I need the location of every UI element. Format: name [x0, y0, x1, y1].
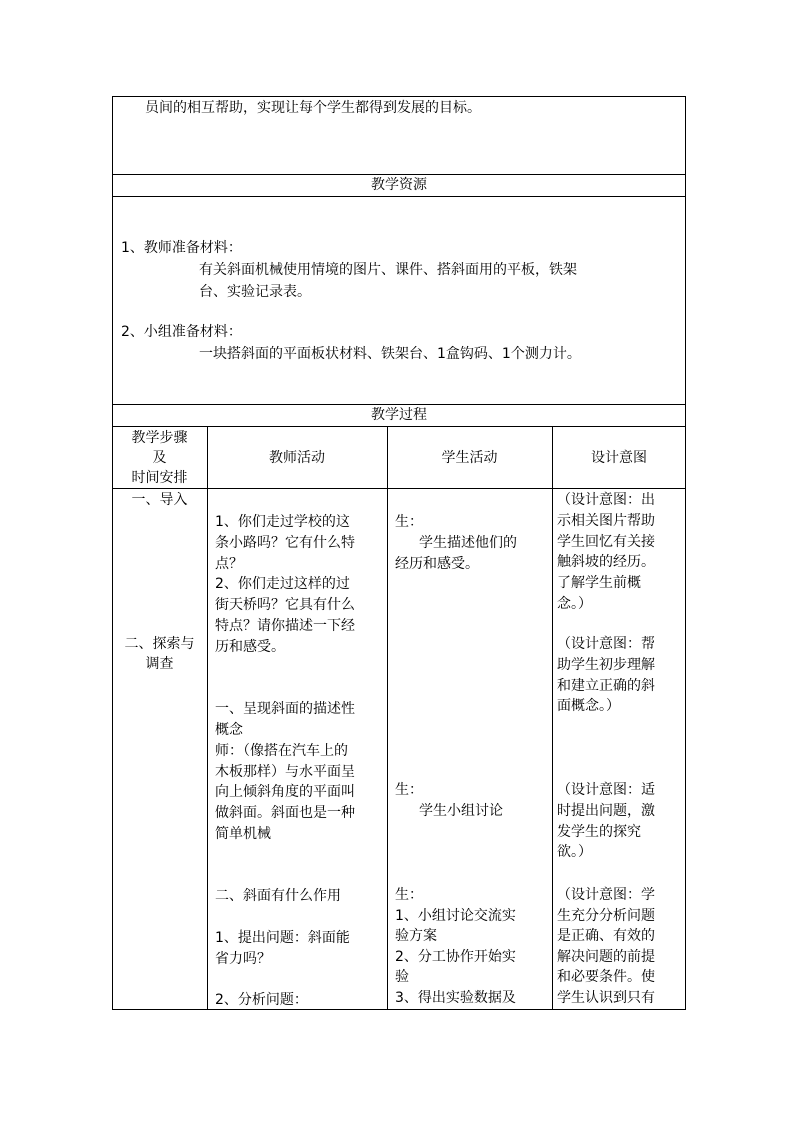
group-materials-title: 2、小组准备材料： [121, 324, 242, 340]
intent-line: （设计意图：出 [557, 492, 655, 508]
column-header-teacher: 教师活动 [269, 450, 325, 466]
teacher-line: 省力吗？ [215, 950, 271, 967]
intent-line: 解决问题的前提 [557, 948, 655, 965]
column-header-step-line: 教学步骤 [131, 430, 188, 446]
student-activity-c [395, 885, 550, 1008]
intent-line: 了解学生前概 [557, 575, 641, 592]
student-line: 学生小组讨论 [419, 803, 503, 819]
row-divider [112, 488, 686, 489]
intent-line: 欲。） [557, 844, 592, 861]
teacher-line: 条小路吗？它有什么特 [215, 534, 355, 551]
column-header-intent: 设计意图 [591, 450, 647, 466]
teacher-line: 1、你们走过学校的这 [215, 514, 350, 530]
column-header-step-line: 时间安排 [131, 470, 188, 486]
teacher-line: 1、提出问题：斜面能 [215, 929, 350, 946]
intent-line: 触斜坡的经历。 [557, 554, 655, 571]
continued-text: 员间的相互帮助，实现让每个学生都得到发展的目标。 [145, 100, 481, 116]
spacer [215, 845, 385, 866]
teacher-materials-title: 1、教师准备材料： [121, 240, 242, 256]
teacher-line: 二、斜面有什么作用 [215, 888, 341, 905]
section-header-resources: 教学资源 [371, 177, 427, 193]
group-materials-line: 一块搭斜面的平面板状材料、铁架台、1盒钩码、1个测力计。 [199, 346, 581, 362]
intent-line: 念。） [557, 595, 592, 612]
design-intent-c [557, 780, 685, 863]
intent-line: 时提出问题，激 [557, 802, 655, 819]
spacer [215, 678, 385, 699]
student-line: 生： [395, 782, 423, 798]
intent-line: （设计意图：帮 [557, 636, 655, 652]
student-activity-a [395, 512, 550, 575]
student-line: 经历和感受。 [395, 556, 479, 572]
column-divider [552, 426, 553, 1010]
teacher-line: 一、呈现斜面的描述性 [215, 701, 355, 718]
teacher-line: 做斜面。斜面也是一种 [215, 805, 355, 822]
intent-line: （设计意图：学 [557, 887, 655, 903]
intent-line: 发学生的探究 [557, 823, 641, 840]
intent-line: 示相关图片帮助 [557, 512, 655, 529]
student-line: 2、分工协作开始实 [395, 948, 516, 965]
step-explore [112, 634, 207, 674]
student-line: 生： [395, 887, 423, 903]
row-divider [112, 196, 686, 197]
spacer [215, 866, 385, 887]
teacher-line: 概念 [215, 721, 243, 738]
step-explore-line: 调查 [145, 656, 174, 672]
intent-line: 生充分分析问题 [557, 907, 655, 924]
column-divider [207, 426, 208, 1010]
intent-line: 是正确、有效的 [557, 928, 655, 944]
intent-line: （设计意图：适 [557, 782, 655, 798]
teacher-line: 2、你们走过这样的过 [215, 576, 350, 593]
teacher-line: 街天桥吗？它具有什么 [215, 597, 355, 614]
teacher-line: 特点？请你描述一下经 [215, 617, 355, 634]
teacher-line: 历和感受。 [215, 638, 285, 655]
intent-line: 和必要条件。使 [557, 969, 655, 985]
teacher-line: 2、分析问题： [215, 992, 308, 1009]
design-intent-d [557, 885, 685, 1008]
column-header-step-line: 及 [152, 450, 167, 466]
intent-line: 面概念。） [557, 698, 620, 715]
section-header-process: 教学过程 [371, 407, 427, 423]
student-line: 3、得出实验数据及 [395, 989, 516, 1006]
column-header-step [112, 428, 207, 488]
step-intro: 一、导入 [131, 492, 188, 508]
spacer [215, 658, 385, 679]
teacher-materials-line: 有关斜面机械使用情境的图片、课件、搭斜面用的平板，铁架 [199, 262, 577, 278]
teacher-line: 向上倾斜角度的平面叫 [215, 784, 355, 801]
spacer [215, 970, 385, 991]
student-line: 1、小组讨论交流实 [395, 907, 516, 924]
spacer [215, 907, 385, 928]
intent-line: 学生回忆有关接 [557, 533, 655, 550]
teacher-line: 点？ [215, 555, 243, 572]
intent-line: 学生认识到只有 [557, 989, 655, 1006]
student-line: 验方案 [395, 928, 437, 944]
student-line: 学生描述他们的 [419, 535, 517, 551]
teacher-line: 木板那样）与水平面呈 [215, 763, 355, 780]
student-line: 生： [395, 514, 423, 530]
row-divider [112, 426, 686, 427]
design-intent-b [557, 634, 685, 717]
design-intent-a [557, 490, 685, 615]
teacher-materials-line: 台、实验记录表。 [199, 284, 311, 300]
teacher-line: 师：（像搭在汽车上的 [215, 742, 348, 759]
student-line: 验 [395, 969, 409, 985]
column-header-student: 学生活动 [441, 450, 498, 466]
step-explore-line: 二、探索与 [124, 636, 195, 652]
intent-line: 助学生初步理解 [557, 656, 655, 673]
column-divider [387, 426, 388, 1010]
student-activity-b [395, 780, 550, 822]
intent-line: 和建立正确的斜 [557, 677, 655, 694]
teacher-activities [215, 512, 385, 1011]
teacher-line: 简单机械 [215, 825, 271, 842]
